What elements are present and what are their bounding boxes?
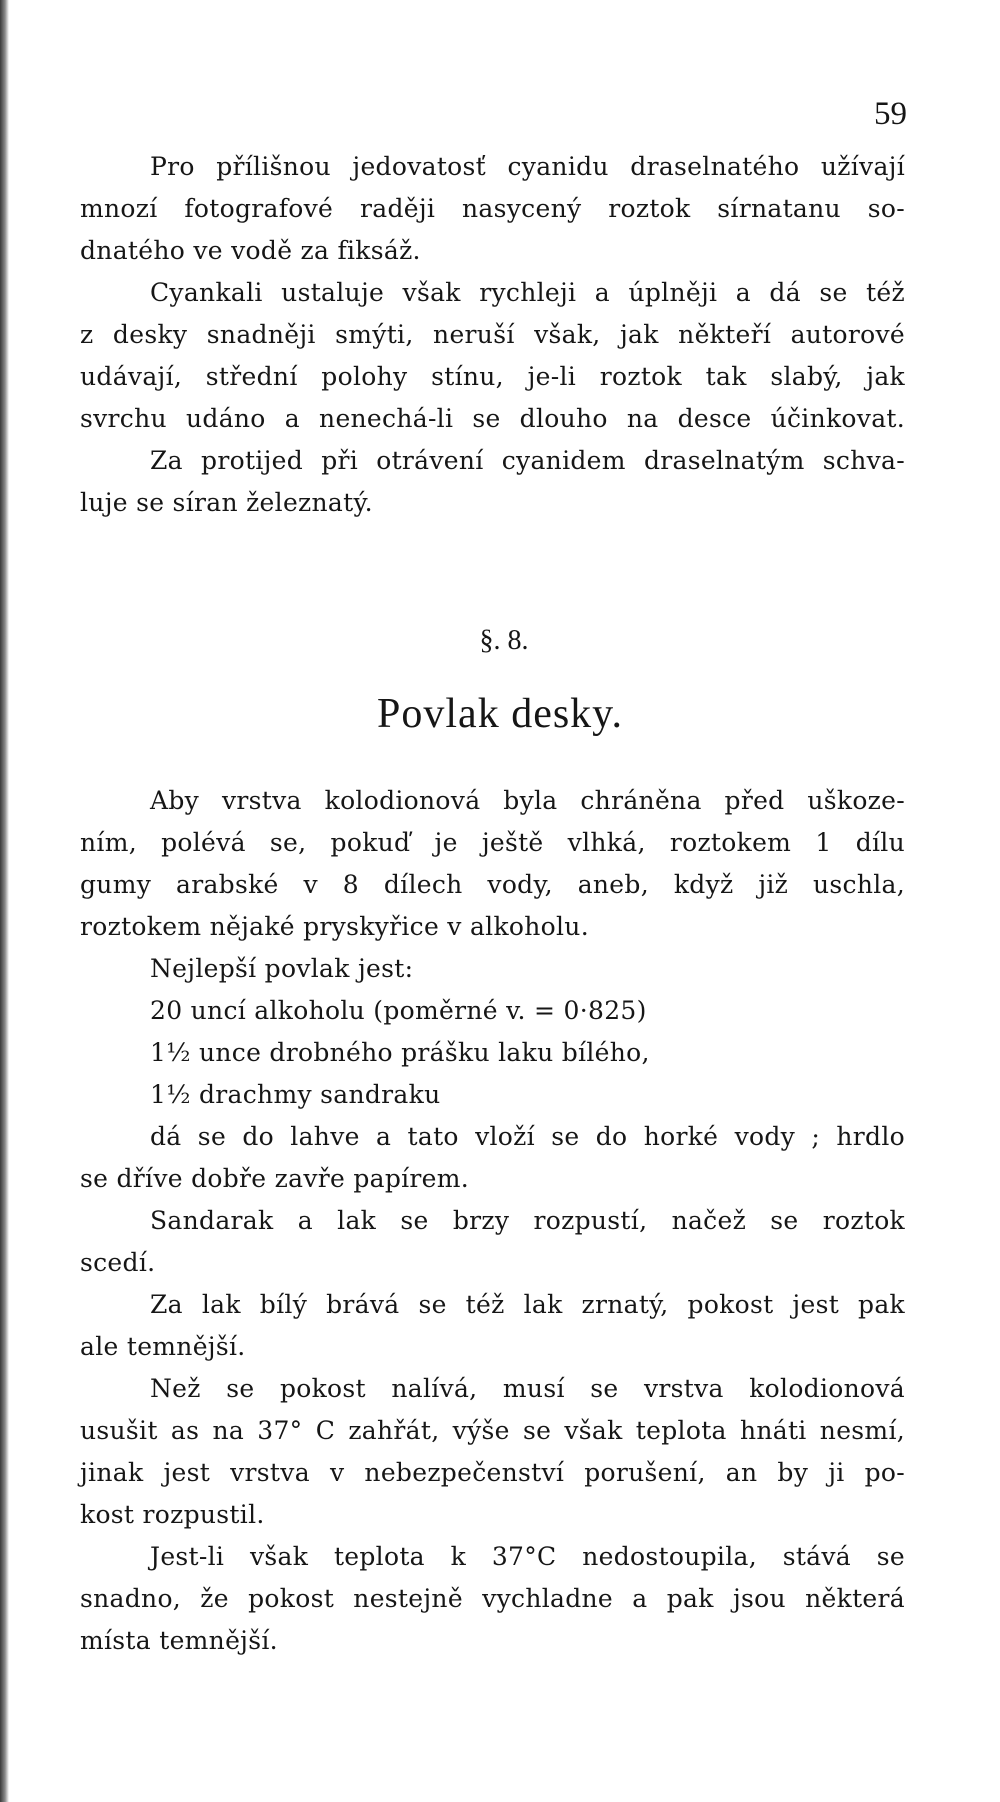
recipe-line: 1½ drachmy sandraku — [150, 1080, 441, 1109]
section-number: §. 8. — [479, 625, 529, 656]
text-line: luje se síran železnatý. — [80, 488, 373, 517]
text-line: z desky snadněji smýti, neruší však, jak někteří autorové — [80, 320, 905, 349]
page-binding-edge — [0, 0, 9, 1802]
recipe-intro: Nejlepší povlak jest: — [150, 954, 414, 983]
text-line: Za lak bílý brává se též lak zrnatý, pokost jest pak — [150, 1290, 905, 1319]
text-line: snadno, že pokost nestejně vychladne a pak jsou některá — [80, 1584, 905, 1613]
text-line: scedí. — [80, 1248, 156, 1277]
text-line: se dříve dobře zavře papírem. — [80, 1164, 470, 1193]
recipe-line: 1½ unce drobného prášku laku bílého, — [150, 1038, 650, 1067]
text-line: Než se pokost nalívá, musí se vrstva kolodionová — [150, 1374, 905, 1403]
text-line: mnozí fotografové raději nasycený roztok sírnatanu so- — [80, 194, 905, 223]
text-line: Cyankali ustaluje však rychleji a úplněji a dá se též — [150, 278, 905, 307]
text-line: Pro přílišnou jedovatosť cyanidu draselnatého užívají — [150, 152, 905, 181]
text-line: místa temnější. — [80, 1626, 278, 1655]
text-line: gumy arabské v 8 dílech vody, aneb, když již uschla, — [80, 870, 905, 899]
text-line: dá se do lahve a tato vloží se do horké vody ; hrdlo — [150, 1122, 905, 1151]
text-line: udávají, střední polohy stínu, je-li roztok tak slabý, jak — [80, 362, 905, 391]
section-title: Povlak desky. — [377, 691, 623, 737]
text-line: ním, polévá se, pokuď je ještě vlhká, roztokem 1 dílu — [80, 828, 905, 857]
text-line: dnatého ve vodě za fiksáž. — [80, 236, 421, 265]
recipe-line: 20 uncí alkoholu (poměrné v. = 0·825) — [150, 996, 647, 1025]
text-line: kost rozpustil. — [80, 1500, 265, 1529]
intro-text — [80, 146, 905, 524]
text-line: Sandarak a lak se brzy rozpustí, načež se roztok — [150, 1206, 905, 1235]
page-number: 59 — [874, 96, 907, 132]
text-line: usušit as na 37° C zahřát, výše se však teplota hnáti nesmí, — [80, 1416, 905, 1445]
body-text — [80, 780, 905, 1662]
text-line: roztokem nějaké pryskyřice v alkoholu. — [80, 912, 589, 941]
text-line: ale temnější. — [80, 1332, 246, 1361]
text-line: svrchu udáno a nenechá-li se dlouho na desce účinkovat. — [80, 404, 905, 433]
text-line: Jest-li však teplota k 37°C nedostoupila, stává se — [150, 1542, 905, 1571]
text-line: Aby vrstva kolodionová byla chráněna před uškoze- — [150, 786, 905, 815]
text-line: jinak jest vrstva v nebezpečenství porušení, an by ji po- — [80, 1458, 905, 1487]
text-line: Za protijed při otrávení cyanidem draselnatým schva- — [150, 446, 905, 475]
